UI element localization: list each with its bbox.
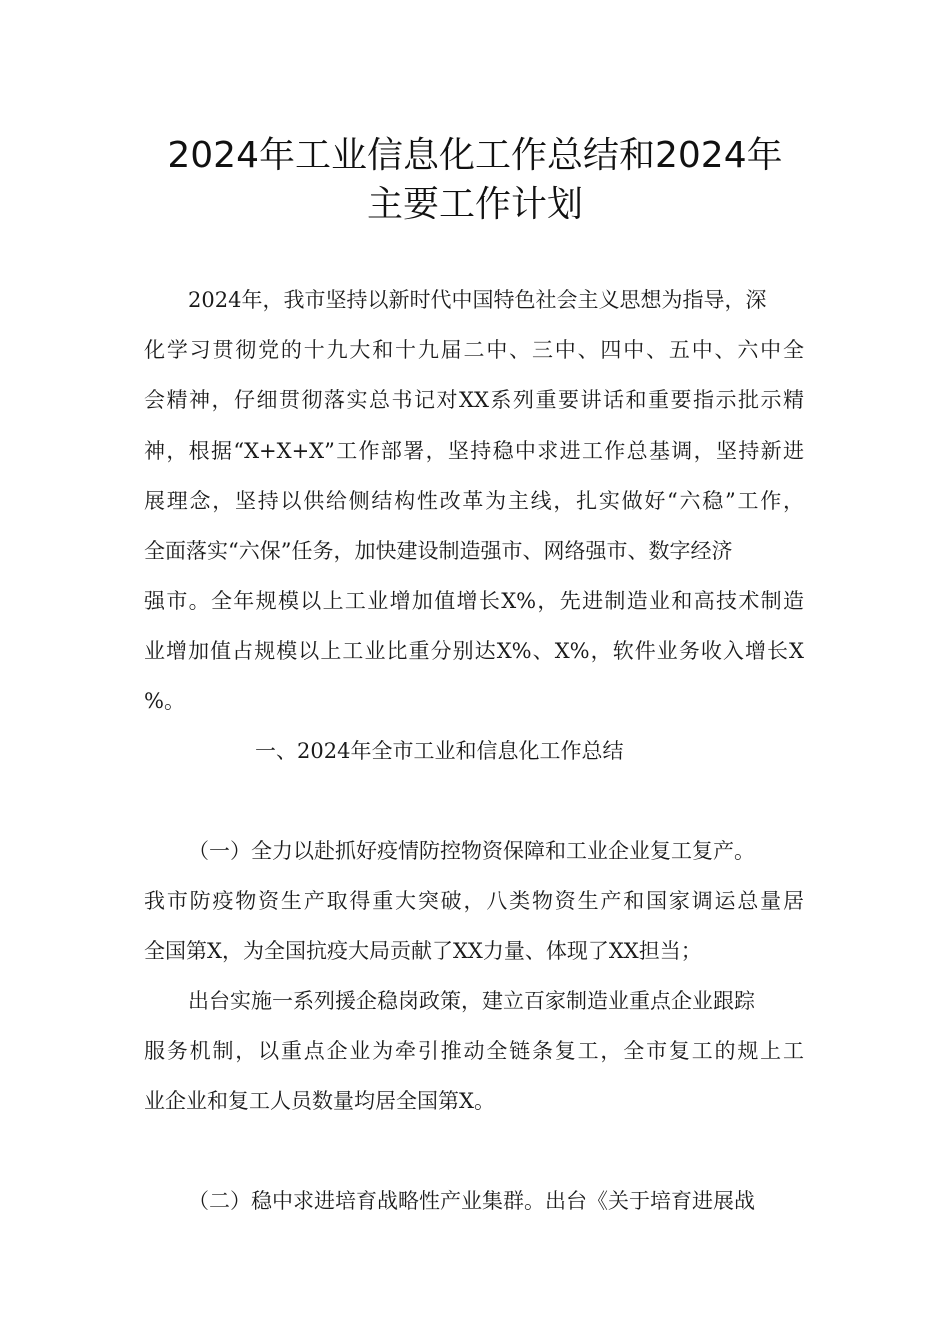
para2-line-2: 服务机制，以重点企业为牵引推动全链条复工，全市复工的规上工 [144, 1039, 804, 1063]
intro-line-7: 强市。全年规模以上工业增加值增长X%，先进制造业和高技术制造 [144, 589, 804, 613]
intro-line-8: 业增加值占规模以上工业比重分别达X%、X%，软件业务收入增长X [144, 639, 804, 663]
para2-line-3: 业企业和复工人员数量均居全国第X。 [144, 1089, 495, 1113]
para2-line-1: 出台实施一系列援企稳岗政策，建立百家制造业重点企业跟踪 [188, 989, 755, 1013]
intro-line-1: 2024年，我市坚持以新时代中国特色社会主义思想为指导，深 [188, 288, 767, 312]
section-1-heading: 一、2024年全市工业和信息化工作总结 [255, 739, 624, 763]
intro-line-4: 神，根据“X+X+X”工作部署，坚持稳中求进工作总基调，坚持新进 [144, 439, 804, 463]
document-title-line-1: 2024年工业信息化工作总结和2024年 [167, 135, 783, 176]
sub2-line-1: （二）稳中求进培育战略性产业集群。出台《关于培育进展战 [188, 1189, 755, 1213]
intro-line-3: 会精神，仔细贯彻落实总书记对XX系列重要讲话和重要指示批示精 [144, 388, 804, 412]
sub1-line-2: 我市防疫物资生产取得重大突破，八类物资生产和国家调运总量居 [144, 889, 804, 913]
intro-line-2: 化学习贯彻党的十九大和十九届二中、三中、四中、五中、六中全 [144, 338, 804, 362]
sub1-line-3: 全国第X，为全国抗疫大局贡献了XX力量、体现了XX担当； [144, 939, 702, 963]
intro-line-5: 展理念，坚持以供给侧结构性改革为主线，扎实做好“六稳”工作， [144, 489, 804, 513]
document-title-line-2: 主要工作计划 [366, 184, 583, 225]
intro-line-9: %。 [144, 689, 185, 713]
intro-line-6: 全面落实“六保”任务，加快建设制造强市、网络强市、数字经济 [144, 539, 733, 563]
sub1-line-1: （一）全力以赴抓好疫情防控物资保障和工业企业复工复产。 [188, 839, 755, 863]
